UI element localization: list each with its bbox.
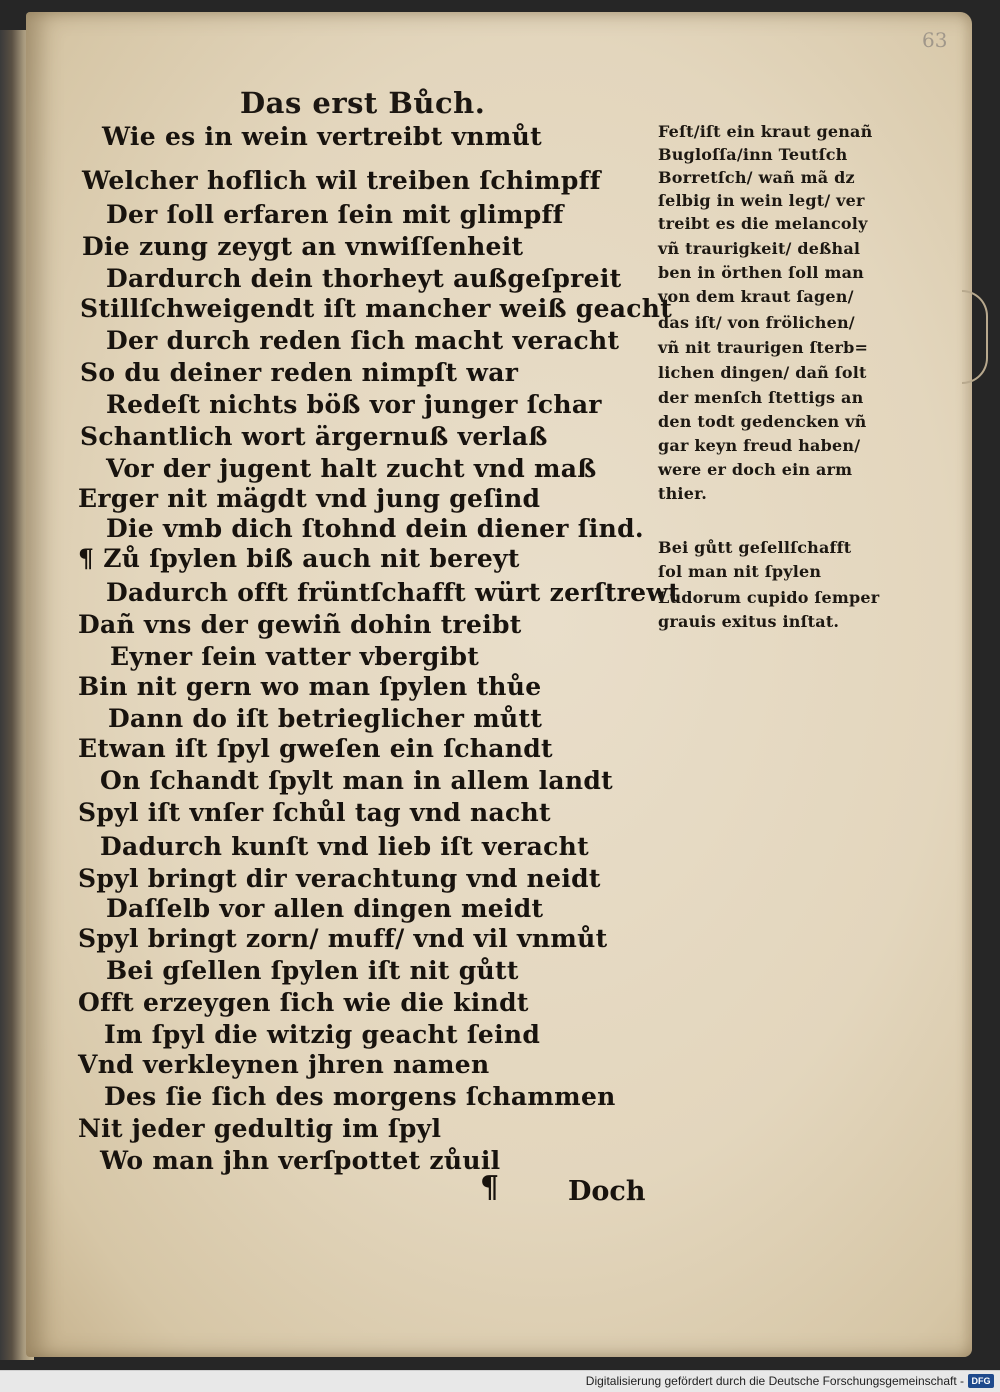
page-title: Das erst Bůch. [240, 86, 486, 120]
marginal-line: thier. [658, 484, 708, 503]
verse-line: Im ſpyl die witzig geacht ſeind [104, 1020, 541, 1049]
verse-line: Dann do iſt betrieglicher můtt [108, 704, 543, 733]
marginal-line: Bei gůtt geſellſchafft [658, 538, 852, 557]
verse-line: Etwan iſt ſpyl gweſen ein ſchandt [78, 734, 553, 763]
verse-line: Nit jeder gedultig im ſpyl [78, 1114, 442, 1143]
dfg-logo-icon: DFG [968, 1374, 994, 1388]
marginal-line: Borretſch/ wañ mã dz [658, 168, 855, 187]
pilcrow-mark: ¶ [480, 1170, 500, 1205]
catchword: Doch [568, 1176, 646, 1207]
verse-line: Vnd verkleynen jhren namen [78, 1050, 490, 1079]
verse-line: Stillſchweigendt iſt mancher weiß geacht [80, 294, 673, 323]
verse-line: Spyl iſt vnſer ſchůl tag vnd nacht [78, 798, 551, 827]
verse-line: Der durch reden ſich macht veracht [106, 326, 620, 355]
verse-line: Erger nit mägdt vnd jung geſind [78, 484, 541, 513]
marginal-line: ſelbig in wein legt/ ver [658, 191, 865, 210]
marginal-line: den todt gedencken vñ [658, 412, 867, 431]
marginal-line: von dem kraut ſagen/ [658, 287, 854, 306]
marginal-line: Bugloſſa/inn Teutſch [658, 145, 848, 164]
verse-line: So du deiner reden nimpſt war [80, 358, 519, 387]
verse-line: Dañ vns der gewiñ dohin treibt [78, 610, 522, 639]
marginal-line: vñ traurigkeit/ deßhal [658, 239, 861, 258]
marginal-line: vñ nit traurigen ſterb= [658, 338, 869, 357]
verse-line: Eyner ſein vatter vbergibt [110, 642, 480, 671]
verse-line: Der ſoll erfaren ſein mit glimpff [106, 200, 564, 229]
marginal-line: der menſch ſtettigs an [658, 388, 864, 407]
verse-line: Offt erzeygen ſich wie die kindt [78, 988, 529, 1017]
marginal-line: gar keyn freud haben/ [658, 436, 861, 455]
marginal-line: grauis exitus inſtat. [658, 612, 840, 631]
verse-line: Welcher hoflich wil treiben ſchimpff [82, 166, 601, 195]
verse-line: Daſſelb vor allen dingen meidt [106, 894, 544, 923]
verse-line: Wo man jhn verſpottet zůuil [100, 1146, 501, 1175]
verse-line: Schantlich wort ärgernuß verlaß [80, 422, 548, 451]
marginal-line: were er doch ein arm [658, 460, 853, 479]
verse-line: Dadurch offt früntſchafft würt zerſtrewt [106, 578, 681, 607]
verse-line: Spyl bringt dir verachtung vnd neidt [78, 864, 601, 893]
footer-bar [0, 1370, 1000, 1392]
folio-number: 63 [922, 28, 948, 52]
verse-line: Spyl bringt zorn/ muff/ vnd vil vnmůt [78, 924, 608, 953]
marginal-line: das iſt/ von frölichen/ [658, 313, 855, 332]
verse-line: Dardurch dein thorheyt außgeſpreit [106, 264, 622, 293]
marginal-line: lichen dingen/ dañ ſolt [658, 363, 867, 382]
verse-line: Bei gſellen ſpylen iſt nit gůtt [106, 956, 519, 985]
verse-line: Dadurch kunſt vnd lieb iſt veracht [100, 832, 589, 861]
verse-line: Bin nit gern wo man ſpylen thůe [78, 672, 542, 701]
funding-credit: Digitalisierung gefördert durch die Deutsche Forschungsgemeinschaft - [585, 1374, 964, 1388]
verse-line: Des ſie ſich des morgens ſchammen [104, 1082, 616, 1111]
verse-line: On ſchandt ſpylt man in allem landt [100, 766, 613, 795]
verse-line: ¶ Zů ſpylen biß auch nit bereyt [78, 544, 520, 573]
verse-line: Wie es in wein vertreibt vnmůt [102, 122, 542, 151]
verse-line: Die vmb dich ſtohnd dein diener ſind. [106, 514, 644, 543]
marginal-line: treibt es die melancoly [658, 214, 868, 233]
page-edge-notch [962, 290, 988, 384]
marginal-line: Feſt/iſt ein kraut genañ [658, 122, 873, 141]
marginal-line: Ludorum cupido ſemper [658, 588, 880, 607]
verse-line: Vor der jugent halt zucht vnd maß [106, 454, 597, 483]
marginal-line: ben in örthen ſoll man [658, 263, 864, 282]
verse-line: Die zung zeygt an vnwiſſenheit [82, 232, 524, 261]
marginal-line: ſol man nit ſpylen [658, 562, 822, 581]
verse-line: Redeſt nichts böß vor junger ſchar [106, 390, 602, 419]
